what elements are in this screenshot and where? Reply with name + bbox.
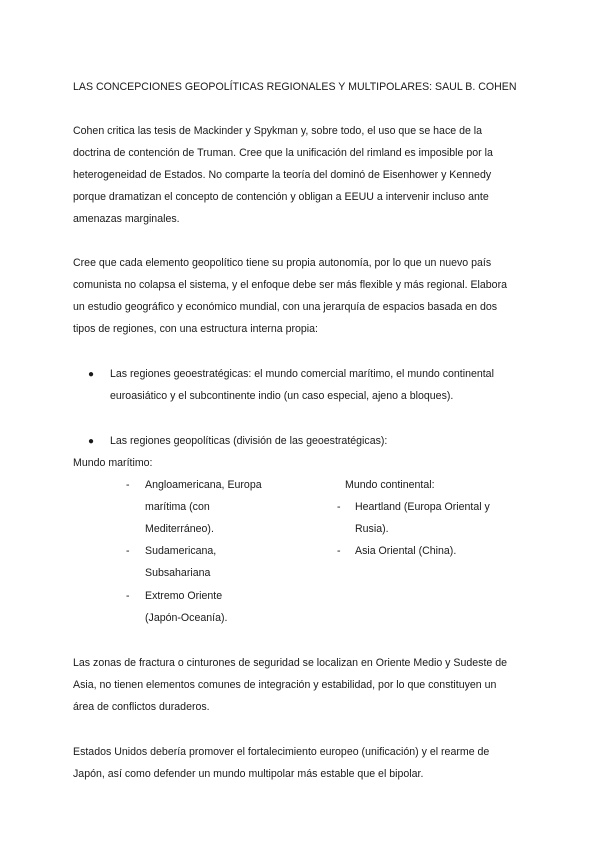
dash-icon: -: [126, 545, 130, 557]
list-item-line: Subsahariana: [145, 567, 211, 579]
paragraph-line: área de conflictos duraderos.: [73, 701, 210, 713]
document-title: LAS CONCEPCIONES GEOPOLÍTICAS REGIONALES Y MULTIPOLARES: SAUL B. COHEN: [73, 81, 517, 93]
list-item-line: Angloamericana, Europa: [145, 479, 262, 491]
paragraph-line: Asia, no tienen elementos comunes de integración y estabilidad, por lo que constituyen un: [73, 679, 497, 691]
paragraph-line: porque dramatizan el concepto de contención y obligan a EEUU a intervenir incluso ante: [73, 191, 489, 203]
paragraph-line: Japón, así como defender un mundo multipolar más estable que el bipolar.: [73, 768, 424, 780]
paragraph-line: Cohen critica las tesis de Mackinder y Spykman y, sobre todo, el uso que se hace de la: [73, 125, 483, 137]
paragraph-line: amenazas marginales.: [73, 213, 180, 225]
dash-icon: -: [126, 479, 130, 491]
paragraph-line: tipos de regiones, con una estructura interna propia:: [73, 323, 318, 335]
list-item-line: marítima (con: [145, 501, 210, 513]
paragraph-line: heterogeneidad de Estados. No comparte la teoría del dominó de Eisenhower y Kennedy: [73, 169, 492, 181]
paragraph-line: Estados Unidos debería promover el fortalecimiento europeo (unificación) y el rearme de: [73, 746, 490, 758]
bullet-line: Las regiones geoestratégicas: el mundo comercial marítimo, el mundo continental: [110, 368, 494, 380]
list-item-line: Mediterráneo).: [145, 523, 214, 535]
list-item-line: Sudamericana,: [145, 545, 217, 557]
dash-icon: -: [337, 545, 341, 557]
paragraph-line: Las zonas de fractura o cinturones de seguridad se localizan en Oriente Medio y Sudeste de: [73, 657, 508, 669]
bullet-line: Las regiones geopolíticas (división de las geoestratégicas):: [110, 435, 388, 447]
dash-icon: -: [126, 590, 130, 602]
list-item-line: Heartland (Europa Oriental y: [355, 501, 490, 513]
paragraph-line: un estudio geográfico y económico mundial, con una jerarquía de espacios basada en dos: [73, 301, 498, 313]
list-item-line: (Japón-Oceanía).: [145, 612, 228, 624]
list-item-line: Rusia).: [355, 523, 389, 535]
continental-heading: Mundo continental:: [345, 479, 435, 491]
bullet-line: euroasiático y el subcontinente indio (un caso especial, ajeno a bloques).: [110, 390, 454, 402]
bullet-icon: ●: [88, 436, 95, 447]
list-item-line: Extremo Oriente: [145, 590, 223, 602]
maritime-heading: Mundo marítimo:: [73, 457, 153, 469]
paragraph-line: doctrina de contención de Truman. Cree que la unificación del rimland es imposible por la: [73, 147, 493, 159]
paragraph-line: comunista no colapsa el sistema, y el enfoque debe ser más flexible y más regional. Elabora: [73, 279, 507, 291]
dash-icon: -: [337, 501, 341, 513]
bullet-icon: ●: [88, 369, 95, 380]
list-item-line: Asia Oriental (China).: [355, 545, 457, 557]
paragraph-line: Cree que cada elemento geopolítico tiene su propia autonomía, por lo que un nuevo país: [73, 257, 492, 269]
